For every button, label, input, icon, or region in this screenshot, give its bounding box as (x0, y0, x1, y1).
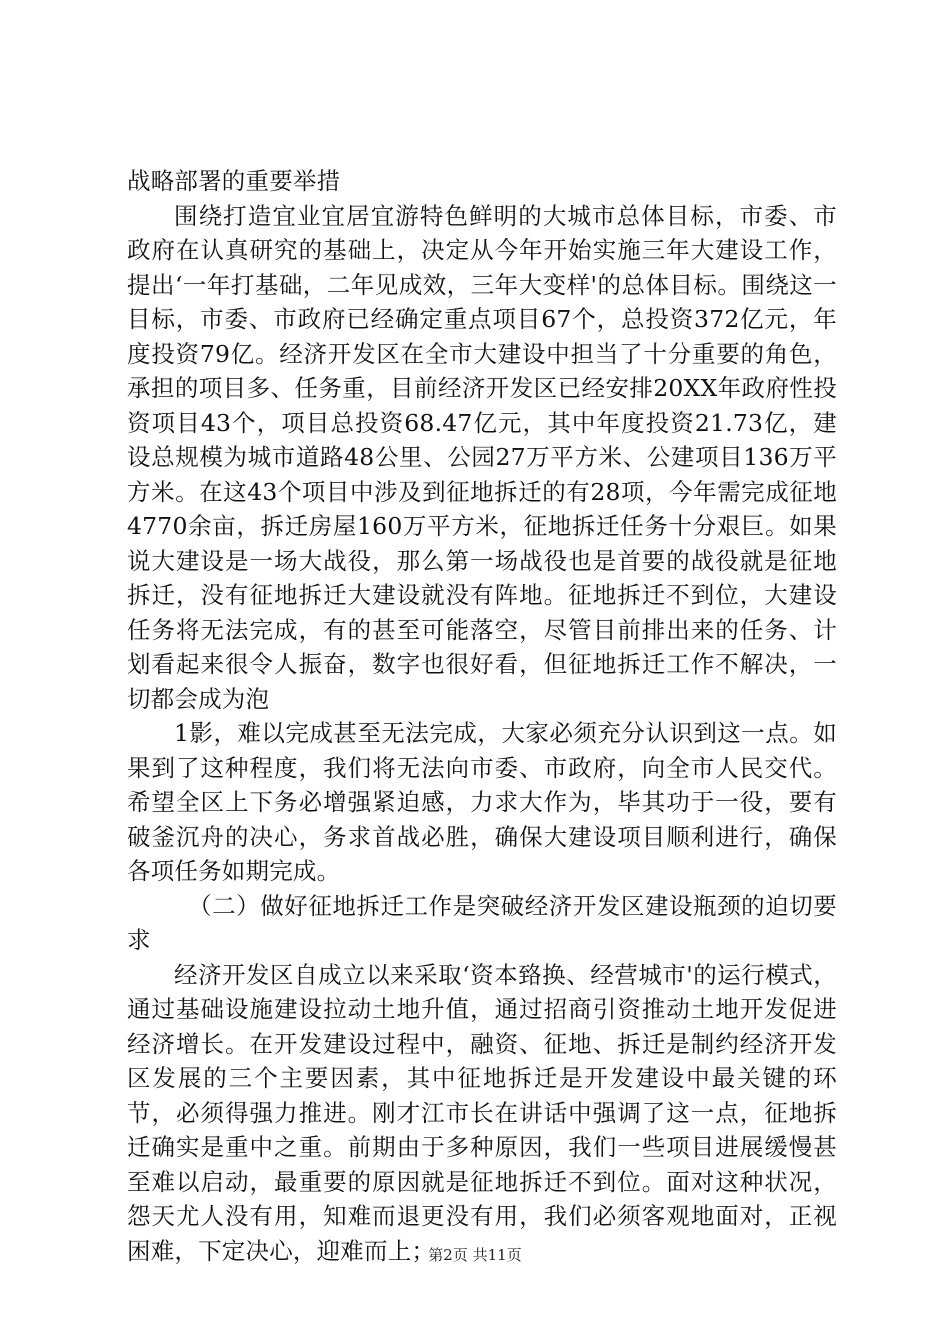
paragraph-continuation: 战略部署的重要举措 (127, 167, 341, 195)
paragraph: 经济开发区自成立以来采取‘资本臵换、经营城市'的运行模式，通过基础设施建设拉动土地升值，通过招商引资推动土地开发促进经济增长。在开发建设过程中，融资、征地、拆迁是制约经济开发区发展的三个主要因素，其中征地拆迁是开发建设中最关键的环节，必须得强力推进。刚才江市长在讲话中强调了这一点，征地拆迁确实是重中之重。前期由于多种原因，我们一些项目进展缓慢甚至难以启动，最重要的原因就是征地拆迁不到位。面对这种状况，怨天尤人没有用，知难而退更没有用，我们必须客观地面对，正视困难，下定决心，迎难而上； (127, 960, 837, 1265)
section-heading: （二）做好征地拆迁工作是突破经济开发区建设瓶颈的迫切要求 (127, 891, 837, 954)
paragraph: 1影，难以完成甚至无法完成，大家必须充分认识到这一点。如果到了这种程度，我们将无法向市委、市政府，向全市人民交代。希望全区上下务必增强紧迫感，力求大作为，毕其功于一役，要有破釜沉舟的决心，务求首战必胜，确保大建设项目顺利进行，确保各项任务如期完成。 (127, 719, 837, 885)
paragraph: 围绕打造宜业宜居宜游特色鲜明的大城市总体目标，市委、市政府在认真研究的基础上，决定从今年开始实施三年大建设工作，提出‘一年打基础，二年见成效，三年大变样'的总体目标。围绕这一目标，市委、市政府已经确定重点项目67个，总投资372亿元，年度投资79亿。经济开发区在全市大建设中担当了十分重要的角色，承担的项目多、任务重，目前经济开发区已经安排20XX年政府性投资项目43个，项目总投资68.47亿元，其中年度投资21.73亿，建设总规模为城市道路48公里、公园27万平方米、公建项目136万平方米。在这43个项目中涉及到征地拆迁的有28项，今年需完成征地4770余亩，拆迁房屋160万平方米，征地拆迁任务十分艰巨。如果说大建设是一场大战役，那么第一场战役也是首要的战役就是征地拆迁，没有征地拆迁大建设就没有阵地。征地拆迁不到位，大建设任务将无法完成，有的甚至可能落空，尽管目前排出来的任务、计划看起来很令人振奋，数字也很好看，但征地拆迁工作不解决，一切都会成为泡 (127, 201, 837, 713)
document-body (127, 164, 837, 1268)
page-footer: 第2页 共11页 (428, 1246, 522, 1264)
